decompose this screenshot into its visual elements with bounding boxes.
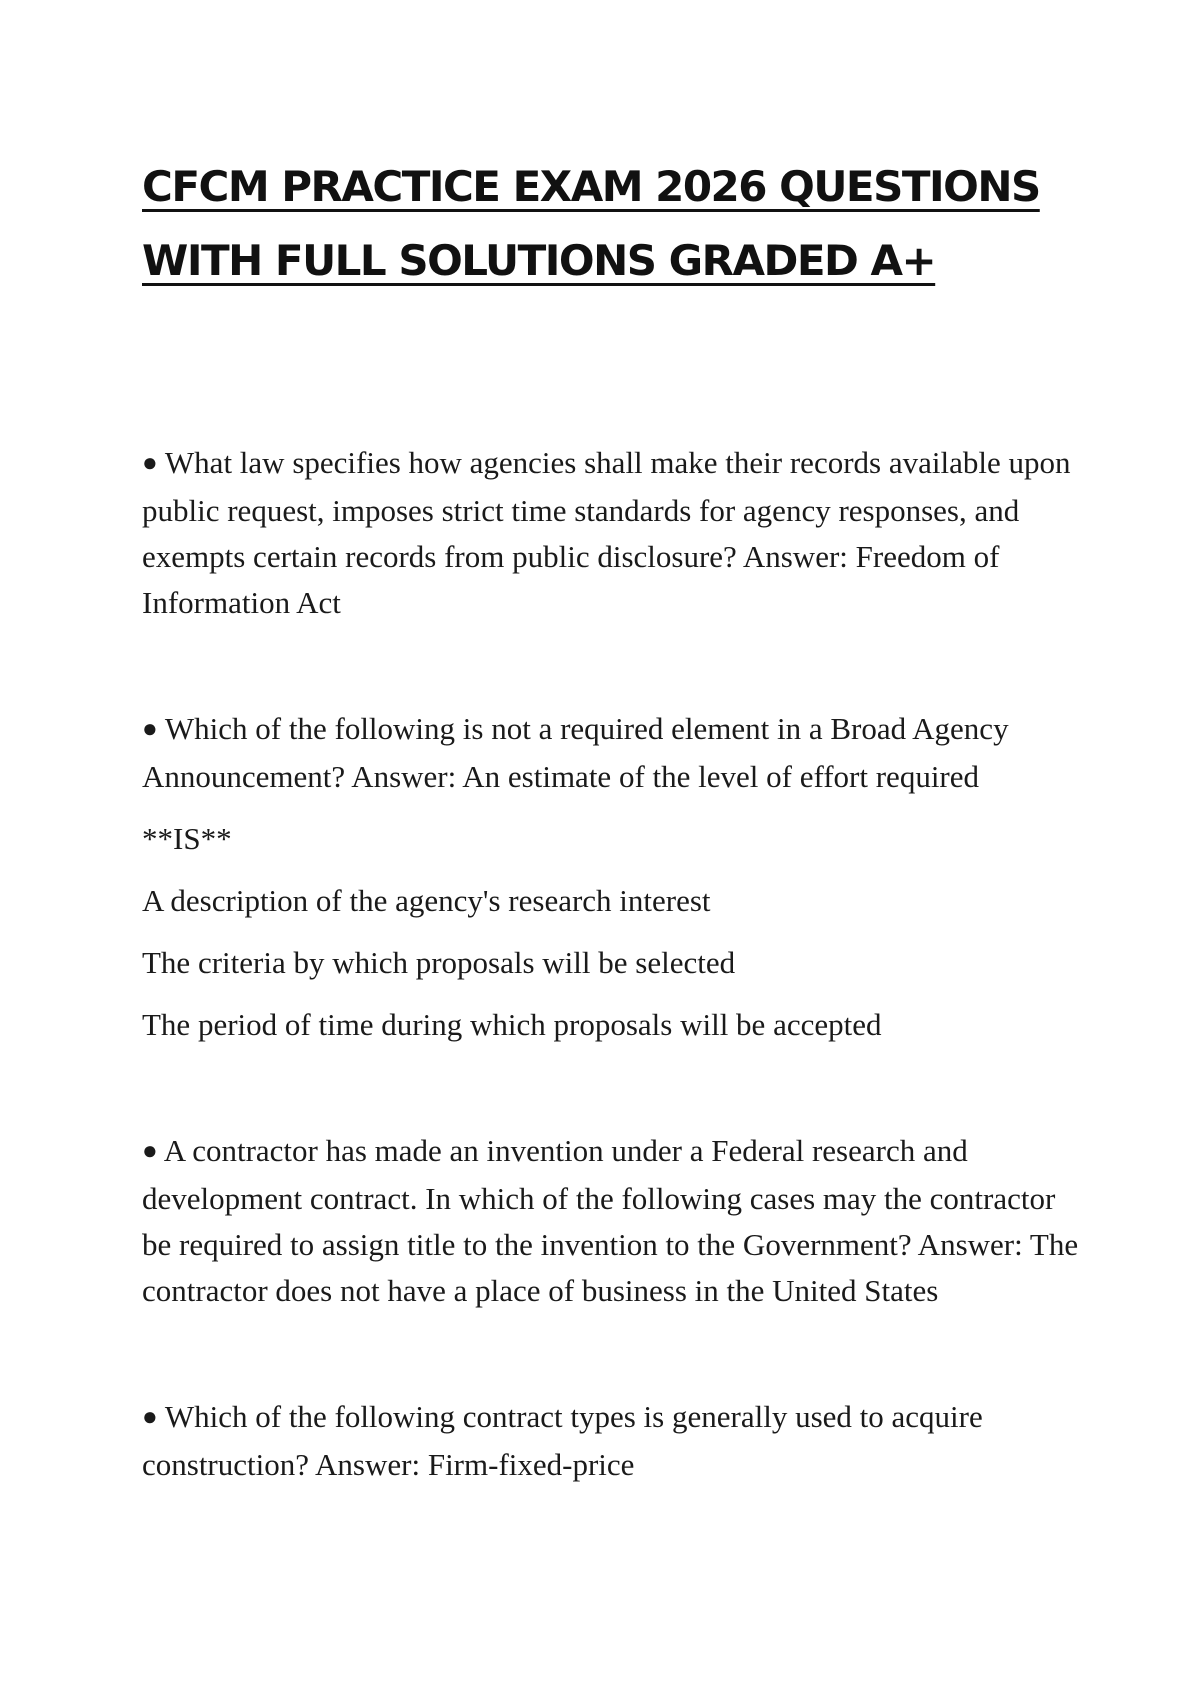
question-item: [142, 706, 1082, 800]
title-line-2: WITH FULL SOLUTIONS GRADED A+: [142, 236, 936, 285]
answer-note: **IS**: [142, 821, 232, 856]
option-line: The period of time during which proposals will be accepted: [142, 1007, 882, 1042]
question-item: [142, 1394, 1082, 1488]
question-item: [142, 1128, 1082, 1314]
bullet-icon: ●: [142, 448, 158, 477]
title-line-1: CFCM PRACTICE EXAM 2026 QUESTIONS: [142, 162, 1040, 211]
option-line: The criteria by which proposals will be selected: [142, 945, 736, 980]
bullet-icon: ●: [142, 1402, 158, 1431]
question-text: What law specifies how agencies shall make their records available upon public request, imposes strict time standards for agency responses, and exempts certain records from public disclosure? Answer: Freedom of Information Act: [142, 445, 1071, 620]
bullet-icon: ●: [142, 1136, 158, 1165]
option-line: A description of the agency's research interest: [142, 883, 711, 918]
question-list: [142, 440, 1082, 1488]
question-item: [142, 440, 1082, 626]
question-text: Which of the following contract types is generally used to acquire construction? Answer: Firm-fixed-price: [142, 1399, 983, 1482]
document-title: [142, 150, 1042, 298]
question-text: Which of the following is not a required element in a Broad Agency Announcement? Answer: An estimate of the level of effort required: [142, 711, 1009, 794]
question-text: A contractor has made an invention under a Federal research and development contract. In which of the following cases may the contractor be required to assign title to the invention to the Government? Answer: The contractor does not have a place of business in the United States: [142, 1133, 1079, 1308]
bullet-icon: ●: [142, 714, 158, 743]
